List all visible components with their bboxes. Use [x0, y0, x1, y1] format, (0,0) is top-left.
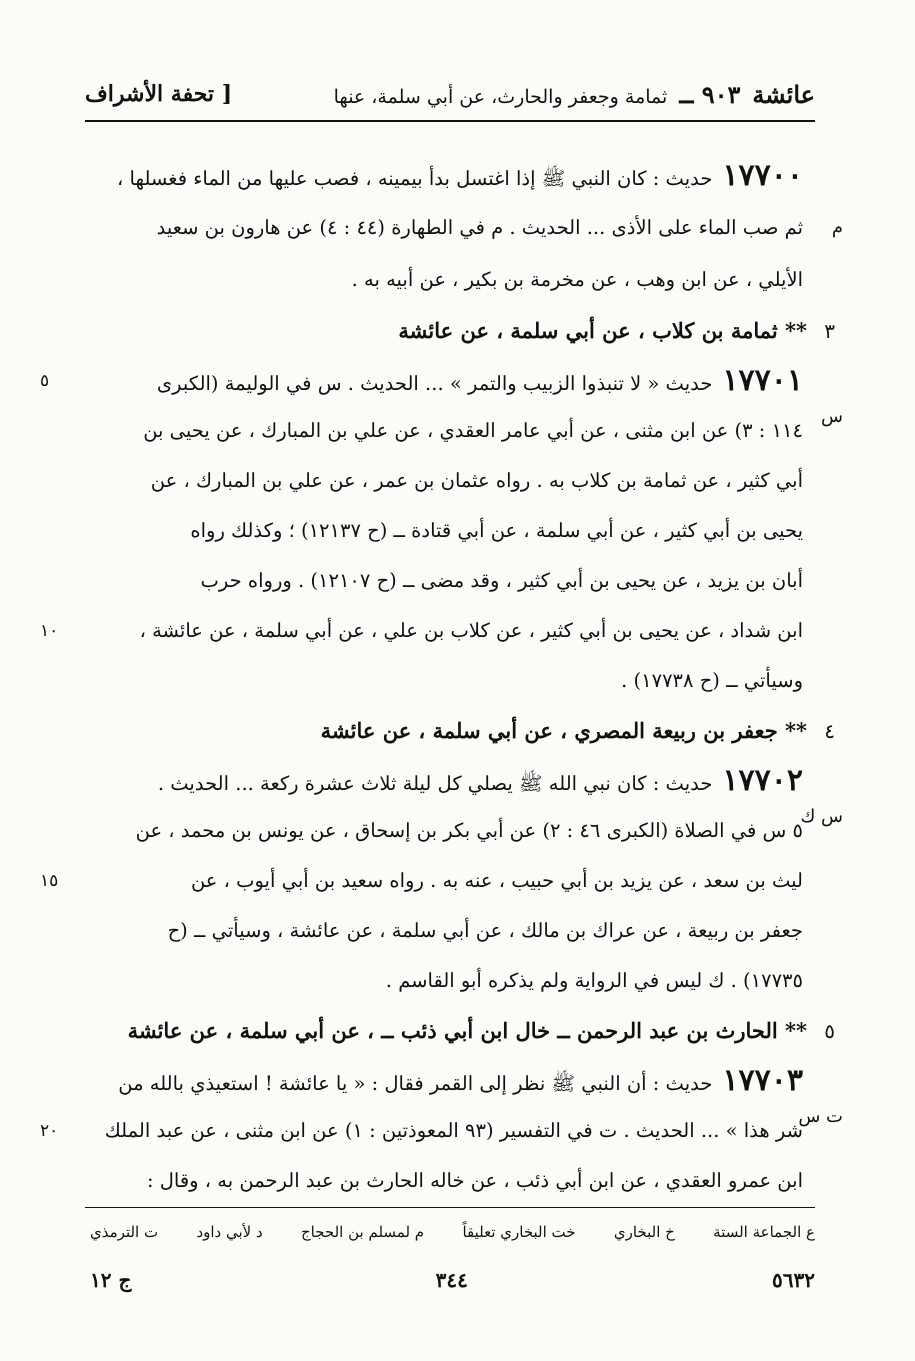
hadith-line: ١٠ ابن شداد ، عن يحيى بن أبي كثير ، عن كلاب بن علي ، عن أبي سلمة ، عن عائشة ،	[70, 606, 835, 656]
hadith-line: أبان بن يزيد ، عن يحيى بن أبي كثير ، وقد مضى ــ (ح ١٢١٠٧) . ورواه حرب	[200, 569, 803, 592]
hadith-line: ١٧٧٠٠حديث : كان النبي ﷺ إذا اغتسل بدأ بيمينه ، فصب عليها من الماء فغسلها ،	[117, 158, 803, 193]
hadith-line: س ك ٥ س في الصلاة (الكبرى ٤٦ : ٢) عن أبي بكر بن إسحاق ، عن يونس بن محمد ، عن	[70, 806, 835, 856]
hadith-entry-17702	[40, 756, 843, 1006]
legend-item: م لمسلم بن الحجاج	[300, 1223, 425, 1241]
page-number: ٣٤٤	[435, 1268, 468, 1292]
header-rule	[85, 120, 815, 122]
source-siglum: ت س	[798, 1106, 843, 1127]
hadith-entry-17700	[70, 150, 843, 306]
legend-item: ع الجماعة الستة	[713, 1223, 815, 1241]
margin-line-number: ١٠	[40, 621, 59, 641]
isnad-chain-heading: ٣** ثمامة بن كلاب ، عن أبي سلمة ، عن عائشة	[398, 318, 835, 343]
hadith-entry-17703	[40, 1056, 843, 1206]
hadith-line: ابن عمرو العقدي ، عن ابن أبي ذئب ، عن خاله الحارث بن عبد الرحمن به ، وقال :	[146, 1169, 803, 1192]
source-siglum: م	[831, 217, 843, 238]
hadith-number: ١٧٧٠٣	[722, 1063, 803, 1098]
abbreviation-legend	[90, 1214, 815, 1250]
hadith-line: ١٧٧٠٢حديث : كان نبي الله ﷺ يصلي كل ليلة ثلاث عشرة ركعة ... الحديث .	[157, 763, 803, 798]
header-title-group	[334, 80, 815, 109]
page-footer	[90, 1268, 815, 1292]
hadith-line: ت س ٢٠ شر هذا » ... الحديث . ت في التفسير (٩٣ المعوذتين : ١) عن ابن مثنى ، عن عبد الملك	[70, 1106, 835, 1156]
legend-item: خ البخاري	[613, 1223, 675, 1241]
header-book-title: [ تحفة الأشراف	[85, 81, 233, 107]
hadith-line: وسيأتي ــ (ح ١٧٧٣٨) .	[621, 669, 803, 692]
margin-line-number: ٥	[40, 371, 50, 391]
legend-item: د لأبي داود	[196, 1223, 263, 1241]
hadith-line: ١٥ ليث بن سعد ، عن يزيد بن أبي حبيب ، عنه به . رواه سعيد بن أبي أيوب ، عن	[70, 856, 835, 906]
header-number: ٩٠٣ ــ	[679, 79, 741, 109]
volume-number: ج ١٢	[90, 1268, 132, 1292]
hadith-entry-17701	[40, 356, 843, 706]
hadith-line: ٥ ١٧٧٠١حديث « لا تنبذوا الزبيب والتمر » ... الحديث . س في الوليمة (الكبرى	[70, 356, 835, 406]
legend-item: ت الترمذي	[90, 1223, 159, 1241]
header-surah: عائشة	[752, 79, 815, 109]
source-siglum: س	[821, 406, 843, 427]
hadith-number: ١٧٧٠٢	[722, 763, 803, 798]
hadith-line: ١٧٧٣٥) . ك ليس في الرواية ولم يذكره أبو القاسم .	[385, 969, 803, 992]
hadith-line: يحيى بن أبي كثير ، عن أبي سلمة ، عن أبي قتادة ــ (ح ١٢١٣٧) ؛ وكذلك رواه	[190, 519, 803, 542]
source-siglum: س ك	[800, 806, 843, 827]
margin-line-number: ٢٠	[40, 1121, 59, 1141]
hadith-number: ١٧٧٠١	[722, 363, 803, 398]
header-subtitle: ثمامة وجعفر والحارث، عن أبي سلمة، عنها	[333, 85, 668, 108]
isnad-chain-heading: ٤** جعفر بن ربيعة المصري ، عن أبي سلمة ، عن عائشة	[320, 718, 835, 743]
hadith-number: ١٧٧٠٠	[722, 158, 803, 193]
page-header	[85, 72, 815, 116]
hadith-line: ١٧٧٠٣حديث : أن النبي ﷺ نظر إلى القمر فقال : « يا عائشة ! استعيذي بالله من	[118, 1063, 803, 1098]
footer-serial-number: ٥٦٣٢	[772, 1268, 815, 1292]
isnad-chain-heading: ٥** الحارث بن عبد الرحمن ــ خال ابن أبي ذئب ــ ، عن أبي سلمة ، عن عائشة	[127, 1018, 835, 1043]
document-body	[40, 150, 843, 1206]
hadith-line: الأيلي ، عن ابن وهب ، عن مخرمة بن بكير ، عن أبيه به .	[351, 268, 803, 291]
hadith-line: م ثم صب الماء على الأذى ... الحديث . م في الطهارة (٤٤ : ٤) عن هارون بن سعيد	[70, 202, 835, 254]
hadith-line: س ١١٤ : ٣) عن ابن مثنى ، عن أبي عامر العقدي ، عن علي بن المبارك ، عن يحيى بن	[70, 406, 835, 456]
hadith-line: أبي كثير ، عن ثمامة بن كلاب به . رواه عثمان بن عمر ، عن علي بن المبارك ، عن	[150, 469, 803, 492]
legend-item: خت البخاري تعليقاً	[462, 1223, 576, 1241]
margin-line-number: ١٥	[40, 871, 59, 891]
hadith-line: جعفر بن ربيعة ، عن عراك بن مالك ، عن أبي سلمة ، عن عائشة ، وسيأتي ــ (ح	[167, 919, 803, 942]
footnote-rule	[85, 1207, 815, 1208]
